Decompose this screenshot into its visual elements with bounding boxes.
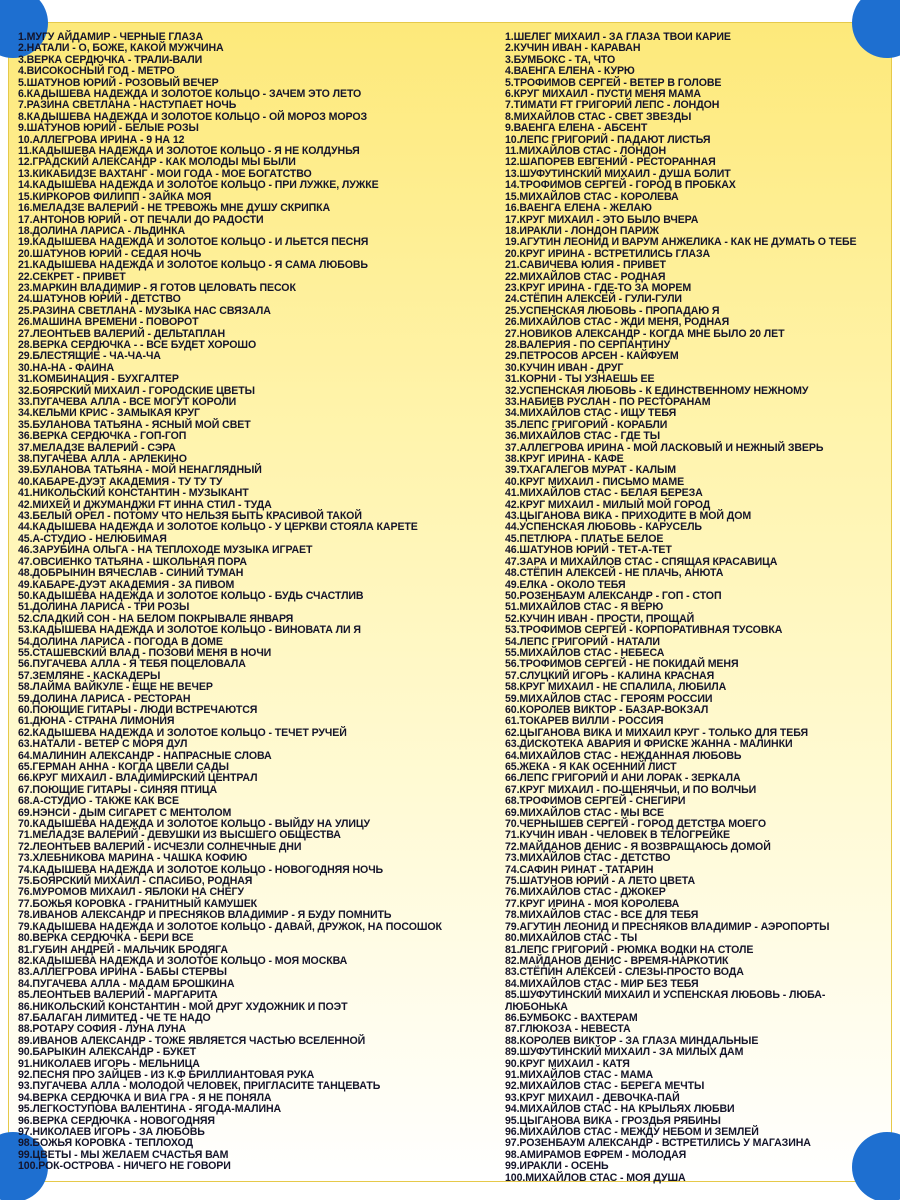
track-item: 39.ТХАГАЛЕГОВ МУРАТ - КАЛЫМ xyxy=(505,464,676,477)
track-item: 38.ПУГАЧЕВА АЛЛА - АРЛЕКИНО xyxy=(18,453,187,466)
track-item: 9.ВАЕНГА ЕЛЕНА - АБСЕНТ xyxy=(505,122,648,135)
track-item: 26.МИХАЙЛОВ СТАС - ЖДИ МЕНЯ, РОДНАЯ xyxy=(505,316,730,329)
track-item: 74.КАДЫШЕВА НАДЕЖДА И ЗОЛОТОЕ КОЛЬЦО - НОВОГОДНЯЯ НОЧЬ xyxy=(18,863,384,876)
track-item: 81.ЛЕПС ГРИГОРИЙ - РЮМКА ВОДКИ НА СТОЛЕ xyxy=(505,943,754,956)
track-item: 54.ЛЕПС ГРИГОРИЙ - НАТАЛИ xyxy=(505,635,660,648)
track-item: 47.ЗАРА И МИХАЙЛОВ СТАС - СПЯЩАЯ КРАСАВИЦА xyxy=(505,555,778,568)
track-item: 5.ШАТУНОВ ЮРИЙ - РОЗОВЫЙ ВЕЧЕР xyxy=(18,76,219,89)
track-item: 36.МИХАЙЛОВ СТАС - ГДЕ ТЫ xyxy=(505,430,661,443)
track-item: 35.ЛЕПС ГРИГОРИЙ - КОРАБЛИ xyxy=(505,418,668,431)
track-item: 56.ТРОФИМОВ СЕРГЕЙ - НЕ ПОКИДАЙ МЕНЯ xyxy=(505,658,739,671)
track-item: 3.ВЕРКА СЕРДЮЧКА - ТРАЛИ-ВАЛИ xyxy=(18,53,203,66)
track-item: 60.КОРОЛЕВ ВИКТОР - БАЗАР-ВОКЗАЛ xyxy=(505,703,709,716)
track-item: 12.ШАПОРЕВ ЕВГЕНИЙ - РЕСТОРАННАЯ xyxy=(505,156,716,169)
track-item: 36.ВЕРКА СЕРДЮЧКА - ГОП-ГОП xyxy=(18,430,187,443)
track-item: 75.БОЯРСКИЙ МИХАИЛ - СПАСИБО, РОДНАЯ xyxy=(18,875,253,888)
track-item: 22.СЕКРЕТ - ПРИВЕТ xyxy=(18,270,126,283)
track-item: 78.ИВАНОВ АЛЕКСАНДР И ПРЕСНЯКОВ ВЛАДИМИР - Я БУДУ ПОМНИТЬ xyxy=(18,909,392,922)
track-item: 6.КРУГ МИХАИЛ - ПУСТИ МЕНЯ МАМА xyxy=(505,88,701,101)
tracklist-left-column xyxy=(18,32,488,1173)
track-item: 1.МУГУ АЙДАМИР - ЧЕРНЫЕ ГЛАЗА xyxy=(18,31,203,43)
track-item: 72.МАЙДАНОВ ДЕНИС - Я ВОЗВРАЩАЮСЬ ДОМОЙ xyxy=(505,840,771,853)
track-item: 76.МИХАЙЛОВ СТАС - ДЖОКЕР xyxy=(505,886,666,899)
track-item: 28.ВАЛЕРИЯ - ПО СЕРПАНТИНУ xyxy=(505,338,671,351)
track-item: 77.БОЖЬЯ КОРОВКА - ГРАНИТНЫЙ КАМУШЕК xyxy=(18,897,258,910)
track-item: 53.КАДЫШЕВА НАДЕЖДА И ЗОЛОТОЕ КОЛЬЦО - ВИНОВАТА ЛИ Я xyxy=(18,624,361,637)
track-item: 5.ТРОФИМОВ СЕРГЕЙ - ВЕТЕР В ГОЛОВЕ xyxy=(505,76,722,89)
track-item: 10.АЛЛЕГРОВА ИРИНА - 9 НА 12 xyxy=(18,133,185,146)
track-item: 46.ЗАРУБИНА ОЛЬГА - НА ТЕПЛОХОДЕ МУЗЫКА ИГРАЕТ xyxy=(18,544,313,557)
track-item: 44.КАДЫШЕВА НАДЕЖДА И ЗОЛОТОЕ КОЛЬЦО - У ЦЕРКВИ СТОЯЛА КАРЕТЕ xyxy=(18,521,418,534)
track-item: 50.КАДЫШЕВА НАДЕЖДА И ЗОЛОТОЕ КОЛЬЦО - БУДЬ СЧАСТЛИВ xyxy=(18,589,364,602)
track-item: 75.ШАТУНОВ ЮРИЙ - А ЛЕТО ЦВЕТА xyxy=(505,875,696,888)
track-item: 33.НАБИЕВ РУСЛАН - ПО РЕСТОРАНАМ xyxy=(505,396,711,408)
track-item: 51.ДОЛИНА ЛАРИСА - ТРИ РОЗЫ xyxy=(18,601,190,614)
track-item: 68.А-СТУДИО - ТАКЖЕ КАК ВСЕ xyxy=(18,795,179,808)
track-item: 64.МАЛИНИН АЛЕКСАНДР - НАПРАСНЫЕ СЛОВА xyxy=(18,749,272,762)
track-item: 17.АНТОНОВ ЮРИЙ - ОТ ПЕЧАЛИ ДО РАДОСТИ xyxy=(18,213,264,226)
track-item: 43.БЕЛЫЙ ОРЕЛ - ПОТОМУ ЧТО НЕЛЬЗЯ БЫТЬ КРАСИВОЙ ТАКОЙ xyxy=(18,510,362,523)
track-item: 48.ДОБРЫНИН ВЯЧЕСЛАВ - СИНИЙ ТУМАН xyxy=(18,567,244,580)
track-item: 73.МИХАЙЛОВ СТАС - ДЕТСТВО xyxy=(505,852,671,865)
track-item: 57.ЗЕМЛЯНЕ - КАСКАДЕРЫ xyxy=(18,669,161,682)
track-item: 65.ЖЕКА - Я КАК ОСЕННИЙ ЛИСТ xyxy=(505,761,677,773)
track-item: 49.КАБАРЕ-ДУЭТ АКАДЕМИЯ - ЗА ПИВОМ xyxy=(18,578,235,591)
track-item: 37.МЕЛАДЗЕ ВАЛЕРИЙ - СЭРА xyxy=(18,441,176,454)
track-item: 84.МИХАЙЛОВ СТАС - МИР БЕЗ ТЕБЯ xyxy=(505,977,699,990)
track-item: 46.ШАТУНОВ ЮРИЙ - ТЕТ-А-ТЕТ xyxy=(505,544,672,557)
track-item: 78.МИХАЙЛОВ СТАС - ВСЕ ДЛЯ ТЕБЯ xyxy=(505,909,699,922)
track-item: 70.КАДЫШЕВА НАДЕЖДА И ЗОЛОТОЕ КОЛЬЦО - ВЫЙДУ НА УЛИЦУ xyxy=(18,818,371,831)
track-item: 49.ЕЛКА - ОКОЛО ТЕБЯ xyxy=(505,578,626,591)
track-item: 100.МИХАЙЛОВ СТАС - МОЯ ДУША xyxy=(505,1171,686,1184)
track-item: 18.ИРАКЛИ - ЛОНДОН ПАРИЖ xyxy=(505,224,659,237)
track-item: 4.ВАЕНГА ЕЛЕНА - КУРЮ xyxy=(505,65,635,78)
track-item: 63.НАТАЛИ - ВЕТЕР С МОРЯ ДУЛ xyxy=(18,738,188,751)
track-item: 25.УСПЕНСКАЯ ЛЮБОВЬ - ПРОПАДАЮ Я xyxy=(505,304,720,317)
track-item: 7.ТИМАТИ FT ГРИГОРИЙ ЛЕПС - ЛОНДОН xyxy=(505,99,720,112)
track-item: 15.КИРКОРОВ ФИЛИПП - ЗАЙКА МОЯ xyxy=(18,190,212,203)
track-item: 66.КРУГ МИХАИЛ - ВЛАДИМИРСКИЙ ЦЕНТРАЛ xyxy=(18,772,258,785)
track-item: 37.АЛЛЕГРОВА ИРИНА - МОЙ ЛАСКОВЫЙ И НЕЖНЫЙ ЗВЕРЬ xyxy=(505,441,824,454)
track-item: 67.ПОЮЩИЕ ГИТАРЫ - СИНЯЯ ПТИЦА xyxy=(18,783,218,796)
track-item: 6.КАДЫШЕВА НАДЕЖДА И ЗОЛОТОЕ КОЛЬЦО - ЗАЧЕМ ЭТО ЛЕТО xyxy=(18,88,362,101)
track-item: 64.МИХАЙЛОВ СТАС - НЕЖДАННАЯ ЛЮБОВЬ xyxy=(505,749,742,762)
track-item: 73.ХЛЕБНИКОВА МАРИНА - ЧАШКА КОФИЮ xyxy=(18,852,248,865)
track-item: 61.ТОКАРЕВ ВИЛЛИ - РОССИЯ xyxy=(505,715,664,728)
track-item: 28.ВЕРКА СЕРДЮЧКА - - ВСЕ БУДЕТ ХОРОШО xyxy=(18,338,257,351)
track-item: 87.БАЛАГАН ЛИМИТЕД - ЧЕ ТЕ НАДО xyxy=(18,1011,211,1024)
track-item: 34.КЕЛЬМИ КРИС - ЗАМЫКАЯ КРУГ xyxy=(18,407,200,420)
track-item: 80.МИХАЙЛОВ СТАС - ТЫ xyxy=(505,932,638,945)
track-item: 21.КАДЫШЕВА НАДЕЖДА И ЗОЛОТОЕ КОЛЬЦО - Я САМА ЛЮБОВЬ xyxy=(18,259,368,272)
track-item: 1.ШЕЛЕГ МИХАИЛ - ЗА ГЛАЗА ТВОИ КАРИЕ xyxy=(505,31,731,43)
track-item: 33.ПУГАЧЕВА АЛЛА - ВСЕ МОГУТ КОРОЛИ xyxy=(18,396,237,408)
track-item: 72.ЛЕОНТЬЕВ ВАЛЕРИЙ - ИСЧЕЗЛИ СОЛНЕЧНЫЕ ДНИ xyxy=(18,840,302,853)
track-item: 20.КРУГ ИРИНА - ВСТРЕТИЛИСЬ ГЛАЗА xyxy=(505,247,711,260)
track-item: 31.КОРНИ - ТЫ УЗНАЕШЬ ЕЕ xyxy=(505,373,655,386)
track-item: 71.МЕЛАДЗЕ ВАЛЕРИЙ - ДЕВУШКИ ИЗ ВЫСШЕГО ОБЩЕСТВА xyxy=(18,829,341,842)
track-item: 61.ДЮНА - СТРАНА ЛИМОНИЯ xyxy=(18,715,175,728)
track-item: 59.ДОЛИНА ЛАРИСА - РЕСТОРАН xyxy=(18,692,191,705)
track-item: 95.ЦЫГАНОВА ВИКА - ГРОЗДЬЯ РЯБИНЫ xyxy=(505,1114,721,1127)
track-item: 83.СТЁПИН АЛЕКСЕЙ - СЛЕЗЫ-ПРОСТО ВОДА xyxy=(505,966,744,979)
track-item: 12.ГРАДСКИЙ АЛЕКСАНДР - КАК МОЛОДЫ МЫ БЫЛИ xyxy=(18,156,296,169)
track-item: 54.ДОЛИНА ЛАРИСА - ПОГОДА В ДОМЕ xyxy=(18,635,223,648)
track-item: 42.КРУГ МИХАИЛ - МИЛЫЙ МОЙ ГОРОД xyxy=(505,498,711,511)
track-item: 66.ЛЕПС ГРИГОРИЙ И АНИ ЛОРАК - ЗЕРКАЛА xyxy=(505,772,741,785)
track-item: 19.КАДЫШЕВА НАДЕЖДА И ЗОЛОТОЕ КОЛЬЦО - И ЛЬЕТСЯ ПЕСНЯ xyxy=(18,236,369,249)
track-item: 23.КРУГ ИРИНА - ГДЕ-ТО ЗА МОРЕМ xyxy=(505,281,692,294)
track-item: 52.СЛАДКИЙ СОН - НА БЕЛОМ ПОКРЫВАЛЕ ЯНВАРЯ xyxy=(18,612,294,625)
track-item: 56.ПУГАЧЕВА АЛЛА - Я ТЕБЯ ПОЦЕЛОВАЛА xyxy=(18,658,246,671)
track-item: 95.ЛЕГКОСТУПОВА ВАЛЕНТИНА - ЯГОДА-МАЛИНА xyxy=(18,1103,282,1116)
track-item: 59.МИХАЙЛОВ СТАС - ГЕРОЯМ РОССИИ xyxy=(505,692,713,705)
track-item: 89.ИВАНОВ АЛЕКСАНДР - ТОЖЕ ЯВЛЯЕТСЯ ЧАСТЬЮ ВСЕЛЕННОЙ xyxy=(18,1034,366,1047)
track-item: 69.МИХАЙЛОВ СТАС - МЫ ВСЕ xyxy=(505,806,665,819)
track-item: 82.МАЙДАНОВ ДЕНИС - ВРЕМЯ-НАРКОТИК xyxy=(505,954,729,967)
track-item: 70.ЧЕРНЫШЕВ СЕРГЕЙ - ГОРОД ДЕТСТВА МОЕГО xyxy=(505,818,767,831)
track-item: 16.ВАЕНГА ЕЛЕНА - ЖЕЛАЮ xyxy=(505,202,652,215)
track-item: 86.НИКОЛЬСКИЙ КОНСТАНТИН - МОЙ ДРУГ ХУДОЖНИК И ПОЭТ xyxy=(18,1000,348,1013)
track-item: 94.МИХАЙЛОВ СТАС - НА КРЫЛЬЯХ ЛЮБВИ xyxy=(505,1103,735,1116)
track-item: 40.КРУГ МИХАИЛ - ПИСЬМО МАМЕ xyxy=(505,475,685,488)
track-item: 41.НИКОЛЬСКИЙ КОНСТАНТИН - МУЗЫКАНТ xyxy=(18,487,249,500)
track-item: 88.КОРОЛЕВ ВИКТОР - ЗА ГЛАЗА МИНДАЛЬНЫЕ xyxy=(505,1034,759,1047)
track-item: 32.УСПЕНСКАЯ ЛЮБОВЬ - К ЕДИНСТВЕННОМУ НЕЖНОМУ xyxy=(505,384,809,397)
track-item: 13.КИКАБИДЗЕ ВАХТАНГ - МОИ ГОДА - МОЕ БОГАТСТВО xyxy=(18,167,312,180)
track-item: 18.ДОЛИНА ЛАРИСА - ЛЬДИНКА xyxy=(18,224,185,237)
track-item: 85.ЛЕОНТЬЕВ ВАЛЕРИЙ - МАРГАРИТА xyxy=(18,989,218,1002)
track-item: 14.ТРОФИМОВ СЕРГЕЙ - ГОРОД В ПРОБКАХ xyxy=(505,179,736,192)
track-item: 9.ШАТУНОВ ЮРИЙ - БЕЛЫЕ РОЗЫ xyxy=(18,122,199,135)
track-item: 14.КАДЫШЕВА НАДЕЖДА И ЗОЛОТОЕ КОЛЬЦО - ПРИ ЛУЖКЕ, ЛУЖКЕ xyxy=(18,179,379,192)
track-item: 2.НАТАЛИ - О, БОЖЕ, КАКОЙ МУЖЧИНА xyxy=(18,42,224,55)
track-item: 55.СТАШЕВСКИЙ ВЛАД - ПОЗОВИ МЕНЯ В НОЧИ xyxy=(18,646,272,659)
track-item: 79.КАДЫШЕВА НАДЕЖДА И ЗОЛОТОЕ КОЛЬЦО - ДАВАЙ, ДРУЖОК, НА ПОСОШОК xyxy=(18,920,442,933)
track-item: 57.СЛУЦКИЙ ИГОРЬ - КАЛИНА КРАСНАЯ xyxy=(505,669,715,682)
track-item: 91.НИКОЛАЕВ ИГОРЬ - МЕЛЬНИЦА xyxy=(18,1057,200,1070)
track-item: 76.МУРОМОВ МИХАИЛ - ЯБЛОКИ НА СНЕГУ xyxy=(18,886,244,899)
track-item: 58.ЛАЙМА ВАЙКУЛЕ - ЕЩЕ НЕ ВЕЧЕР xyxy=(18,681,213,694)
track-item: 30.НА-НА - ФАИНА xyxy=(18,361,115,374)
track-item: 52.КУЧИН ИВАН - ПРОСТИ, ПРОЩАЙ xyxy=(505,612,695,625)
track-item: 4.ВИСОКОСНЫЙ ГОД - МЕТРО xyxy=(18,65,175,78)
track-item: 80.ВЕРКА СЕРДЮЧКА - БЕРИ ВСЕ xyxy=(18,932,194,945)
track-item: 20.ШАТУНОВ ЮРИЙ - СЕДАЯ НОЧЬ xyxy=(18,247,202,260)
track-item: 92.ПЕСНЯ ПРО ЗАЙЦЕВ - ИЗ К.Ф БРИЛЛИАНТОВАЯ РУКА xyxy=(18,1068,315,1081)
track-item: 93.ПУГАЧЕВА АЛЛА - МОЛОДОЙ ЧЕЛОВЕК, ПРИГЛАСИТЕ ТАНЦЕВАТЬ xyxy=(18,1080,381,1093)
track-item: 38.КРУГ ИРИНА - КАФЕ xyxy=(505,453,624,466)
track-item: 41.МИХАЙЛОВ СТАС - БЕЛАЯ БЕРЕЗА xyxy=(505,487,703,500)
track-item: 97.НИКОЛАЕВ ИГОРЬ - ЗА ЛЮБОВЬ xyxy=(18,1126,205,1138)
track-item: 85.ШУФУТИНСКИЙ МИХАИЛ И УСПЕНСКАЯ ЛЮБОВЬ - ЛЮБА-ЛЮБОНЬКА xyxy=(505,989,826,1013)
track-item: 34.МИХАЙЛОВ СТАС - ИЩУ ТЕБЯ xyxy=(505,407,677,420)
track-item: 45.А-СТУДИО - НЕЛЮБИМАЯ xyxy=(18,532,167,545)
track-item: 2.КУЧИН ИВАН - КАРАВАН xyxy=(505,42,641,55)
track-item: 23.МАРКИН ВЛАДИМИР - Я ГОТОВ ЦЕЛОВАТЬ ПЕСОК xyxy=(18,281,296,294)
track-item: 98.АМИРАМОВ ЕФРЕМ - МОЛОДАЯ xyxy=(505,1148,687,1161)
track-item: 24.СТЁПИН АЛЕКСЕЙ - ГУЛИ-ГУЛИ xyxy=(505,293,682,306)
track-item: 91.МИХАЙЛОВ СТАС - МАМА xyxy=(505,1068,654,1081)
track-item: 83.АЛЛЕГРОВА ИРИНА - БАБЫ СТЕРВЫ xyxy=(18,966,227,979)
track-item: 22.МИХАЙЛОВ СТАС - РОДНАЯ xyxy=(505,270,666,283)
track-item: 87.ГЛЮКОЗА - НЕВЕСТА xyxy=(505,1023,631,1036)
track-item: 96.МИХАЙЛОВ СТАС - МЕЖДУ НЕБОМ И ЗЕМЛЕЙ xyxy=(505,1126,759,1138)
track-item: 17.КРУГ МИХАИЛ - ЭТО БЫЛО ВЧЕРА xyxy=(505,213,699,226)
track-item: 11.КАДЫШЕВА НАДЕЖДА И ЗОЛОТОЕ КОЛЬЦО - Я НЕ КОЛДУНЬЯ xyxy=(18,145,360,158)
track-item: 58.КРУГ МИХАИЛ - НЕ СПАЛИЛА, ЛЮБИЛА xyxy=(505,681,727,694)
track-item: 47.ОВСИЕНКО ТАТЬЯНА - ШКОЛЬНАЯ ПОРА xyxy=(18,555,247,568)
track-item: 26.МАШИНА ВРЕМЕНИ - ПОВОРОТ xyxy=(18,316,199,329)
track-item: 21.САВИЧЕВА ЮЛИЯ - ПРИВЕТ xyxy=(505,259,666,272)
track-item: 31.КОМБИНАЦИЯ - БУХГАЛТЕР xyxy=(18,373,179,386)
track-item: 74.САФИН РИНАТ - ТАТАРИН xyxy=(505,863,654,876)
track-item: 62.КАДЫШЕВА НАДЕЖДА И ЗОЛОТОЕ КОЛЬЦО - ТЕЧЕТ РУЧЕЙ xyxy=(18,726,347,739)
track-item: 79.АГУТИН ЛЕОНИД И ПРЕСНЯКОВ ВЛАДИМИР - АЭРОПОРТЫ xyxy=(505,920,830,933)
track-item: 90.БАРЫКИН АЛЕКСАНДР - БУКЕТ xyxy=(18,1046,197,1059)
track-item: 60.ПОЮЩИЕ ГИТАРЫ - ЛЮДИ ВСТРЕЧАЮТСЯ xyxy=(18,703,258,716)
track-item: 25.РАЗИНА СВЕТЛАНА - МУЗЫКА НАС СВЯЗАЛА xyxy=(18,304,271,317)
track-item: 48.СТЁПИН АЛЕКСЕЙ - НЕ ПЛАЧЬ, АНЮТА xyxy=(505,567,724,580)
track-item: 44.УСПЕНСКАЯ ЛЮБОВЬ - КАРУСЕЛЬ xyxy=(505,521,702,534)
track-item: 99.ИРАКЛИ - ОСЕНЬ xyxy=(505,1160,609,1173)
track-item: 53.ТРОФИМОВ СЕРГЕЙ - КОРПОРАТИВНАЯ ТУСОВКА xyxy=(505,624,783,637)
track-item: 29.БЛЕСТЯЩИЕ - ЧА-ЧА-ЧА xyxy=(18,350,161,363)
track-item: 30.КУЧИН ИВАН - ДРУГ xyxy=(505,361,624,374)
track-item: 42.МИХЕЙ И ДЖУМАНДЖИ FT ИННА СТИЛ - ТУДА xyxy=(18,498,272,511)
track-item: 93.КРУГ МИХАИЛ - ДЕВОЧКА-ПАЙ xyxy=(505,1091,680,1104)
track-item: 39.БУЛАНОВА ТАТЬЯНА - МОЙ НЕНАГЛЯДНЫЙ xyxy=(18,464,262,477)
track-item: 94.ВЕРКА СЕРДЮЧКА И ВИА ГРА - Я НЕ ПОНЯЛА xyxy=(18,1091,272,1104)
track-item: 3.БУМБОКС - ТА, ЧТО xyxy=(505,53,616,66)
track-item: 27.НОВИКОВ АЛЕКСАНДР - КОГДА МНЕ БЫЛО 20 ЛЕТ xyxy=(505,327,785,340)
track-item: 71.КУЧИН ИВАН - ЧЕЛОВЕК В ТЕЛОГРЕЙКЕ xyxy=(505,829,730,842)
track-item: 15.МИХАЙЛОВ СТАС - КОРОЛЕВА xyxy=(505,190,679,203)
track-item: 55.МИХАЙЛОВ СТАС - НЕБЕСА xyxy=(505,646,665,659)
track-item: 96.ВЕРКА СЕРДЮЧКА - НОВОГОДНЯЯ xyxy=(18,1114,215,1127)
track-item: 32.БОЯРСКИЙ МИХАИЛ - ГОРОДСКИЕ ЦВЕТЫ xyxy=(18,384,255,397)
track-item: 43.ЦЫГАНОВА ВИКА - ПРИХОДИТЕ В МОЙ ДОМ xyxy=(505,510,752,523)
track-item: 100.РОК-ОСТРОВА - НИЧЕГО НЕ ГОВОРИ xyxy=(18,1160,231,1173)
track-item: 11.МИХАЙЛОВ СТАС - ЛОНДОН xyxy=(505,145,667,158)
track-item: 84.ПУГАЧЕВА АЛЛА - МАДАМ БРОШКИНА xyxy=(18,977,235,990)
track-item: 69.НЭНСИ - ДЫМ СИГАРЕТ С МЕНТОЛОМ xyxy=(18,806,232,819)
track-item: 77.КРУГ ИРИНА - МОЯ КОРОЛЕВА xyxy=(505,897,680,910)
track-item: 90.КРУГ МИХАИЛ - КАТЯ xyxy=(505,1057,630,1070)
track-item: 82.КАДЫШЕВА НАДЕЖДА И ЗОЛОТОЕ КОЛЬЦО - МОЯ МОСКВА xyxy=(18,954,348,967)
track-item: 88.РОТАРУ СОФИЯ - ЛУНА ЛУНА xyxy=(18,1023,187,1036)
track-item: 63.ДИСКОТЕКА АВАРИЯ И ФРИСКЕ ЖАННА - МАЛИНКИ xyxy=(505,738,793,751)
track-item: 8.КАДЫШЕВА НАДЕЖДА И ЗОЛОТОЕ КОЛЬЦО - ОЙ МОРОЗ МОРОЗ xyxy=(18,110,368,123)
track-item: 45.ПЕТЛЮРА - ПЛАТЬЕ БЕЛОЕ xyxy=(505,532,664,545)
track-item: 24.ШАТУНОВ ЮРИЙ - ДЕТСТВО xyxy=(18,293,181,306)
track-item: 65.ГЕРМАН АННА - КОГДА ЦВЕЛИ САДЫ xyxy=(18,761,229,773)
track-item: 13.ШУФУТИНСКИЙ МИХАИЛ - ДУША БОЛИТ xyxy=(505,167,731,180)
track-item: 7.РАЗИНА СВЕТЛАНА - НАСТУПАЕТ НОЧЬ xyxy=(18,99,237,112)
track-item: 8.МИХАЙЛОВ СТАС - СВЕТ ЗВЕЗДЫ xyxy=(505,110,692,123)
track-item: 89.ШУФУТИНСКИЙ МИХАИЛ - ЗА МИЛЫХ ДАМ xyxy=(505,1046,744,1059)
track-item: 10.ЛЕПС ГРИГОРИЙ - ПАДАЮТ ЛИСТЬЯ xyxy=(505,133,711,146)
track-item: 99.ЦВЕТЫ - МЫ ЖЕЛАЕМ СЧАСТЬЯ ВАМ xyxy=(18,1148,229,1161)
track-item: 92.МИХАЙЛОВ СТАС - БЕРЕГА МЕЧТЫ xyxy=(505,1080,705,1093)
track-item: 16.МЕЛАДЗЕ ВАЛЕРИЙ - НЕ ТРЕВОЖЬ МНЕ ДУШУ СКРИПКА xyxy=(18,202,331,215)
track-item: 81.ГУБИН АНДРЕЙ - МАЛЬЧИК БРОДЯГА xyxy=(18,943,228,956)
track-item: 50.РОЗЕНБАУМ АЛЕКСАНДР - ГОП - СТОП xyxy=(505,589,722,602)
tracklist-right-column xyxy=(505,32,900,1184)
track-item: 27.ЛЕОНТЬЕВ ВАЛЕРИЙ - ДЕЛЬТАПЛАН xyxy=(18,327,226,340)
track-item: 67.КРУГ МИХАИЛ - ПО-ЩЕНЯЧЬИ, И ПО ВОЛЧЬИ xyxy=(505,783,757,796)
track-item: 68.ТРОФИМОВ СЕРГЕЙ - СНЕГИРИ xyxy=(505,795,686,808)
track-item: 19.АГУТИН ЛЕОНИД И ВАРУМ АНЖЕЛИКА - КАК НЕ ДУМАТЬ О ТЕБЕ xyxy=(505,236,857,249)
track-item: 97.РОЗЕНБАУМ АЛЕКСАНДР - ВСТРЕТИЛИСЬ У МАГАЗИНА xyxy=(505,1137,811,1150)
track-item: 29.ПЕТРОСОВ АРСЕН - КАЙФУЕМ xyxy=(505,350,679,363)
track-item: 62.ЦЫГАНОВА ВИКА И МИХАИЛ КРУГ - ТОЛЬКО ДЛЯ ТЕБЯ xyxy=(505,726,808,739)
track-item: 98.БОЖЬЯ КОРОВКА - ТЕПЛОХОД xyxy=(18,1137,193,1150)
track-item: 51.МИХАЙЛОВ СТАС - Я ВЕРЮ xyxy=(505,601,664,614)
track-item: 86.БУМБОКС - ВАХТЕРАМ xyxy=(505,1011,638,1024)
track-item: 35.БУЛАНОВА ТАТЬЯНА - ЯСНЫЙ МОЙ СВЕТ xyxy=(18,418,251,431)
track-item: 40.КАБАРЕ-ДУЭТ АКАДЕМИЯ - ТУ ТУ ТУ xyxy=(18,475,223,488)
